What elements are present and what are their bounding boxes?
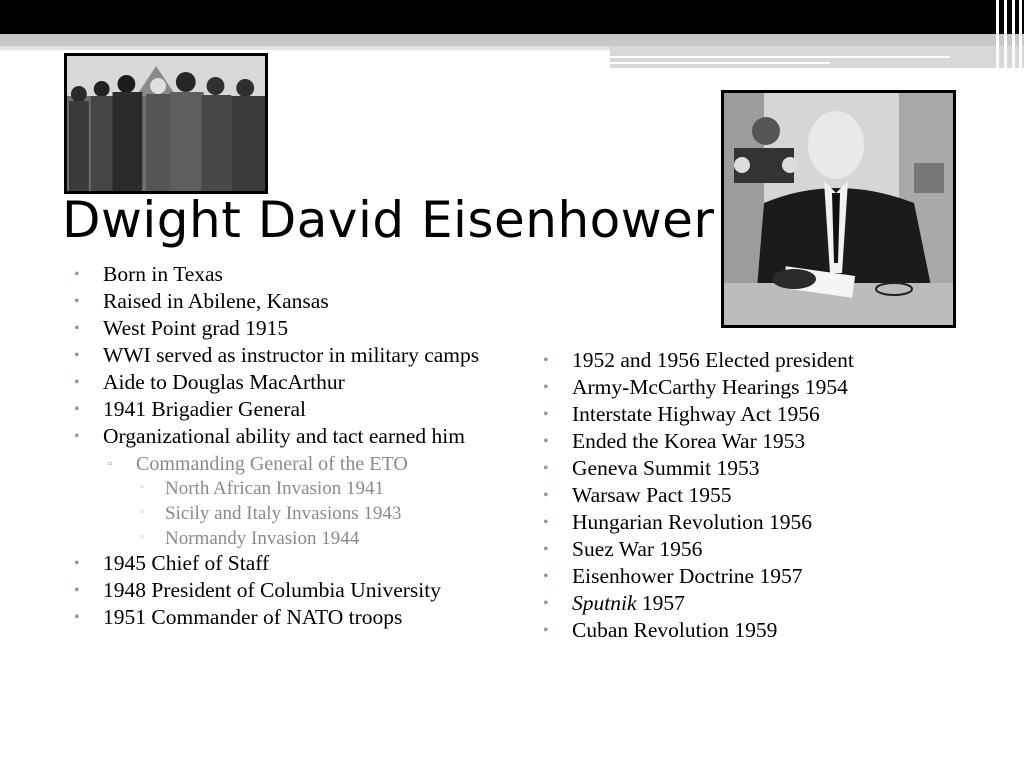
- bullet-icon: •: [543, 514, 549, 531]
- sub-list-item-text: Commanding General of the ETO: [136, 453, 408, 475]
- list-item: [72, 425, 492, 448]
- bullet-icon: •: [543, 379, 549, 396]
- list-item-text: Aide to Douglas MacArthur: [103, 370, 345, 394]
- bullet-icon: •: [74, 266, 80, 283]
- list-item: [541, 430, 981, 453]
- bullet-icon: •: [74, 401, 80, 418]
- list-item-text: Organizational ability and tact earned him: [103, 424, 465, 448]
- slide-title: Dwight David Eisenhower: [62, 191, 715, 249]
- list-item: [72, 371, 492, 394]
- list-item-text: 1951 Commander of NATO troops: [103, 605, 403, 629]
- list-item: [72, 290, 492, 313]
- bullet-icon: •: [543, 352, 549, 369]
- list-item: [541, 403, 981, 426]
- list-item-text: Raised in Abilene, Kansas: [103, 289, 329, 313]
- list-item: [541, 511, 981, 534]
- header-line: [610, 62, 830, 64]
- list-item: [541, 565, 981, 588]
- bullet-icon: •: [543, 568, 549, 585]
- bullet-icon: •: [74, 320, 80, 337]
- list-item-text: West Point grad 1915: [103, 316, 289, 340]
- right-bullet-list: [541, 349, 981, 646]
- subsub-list-item-text: North African Invasion 1941: [165, 478, 384, 499]
- sub-list-item: [72, 452, 492, 476]
- list-item-text: Cuban Revolution 1959: [572, 618, 778, 642]
- bullet-icon: •: [543, 541, 549, 558]
- list-item: [541, 538, 981, 561]
- bullet-icon: •: [74, 293, 80, 310]
- list-item-text: 1941 Brigadier General: [103, 397, 306, 421]
- list-item: [541, 484, 981, 507]
- list-item-text: 1948 President of Columbia University: [103, 578, 441, 602]
- bullet-icon: •: [74, 555, 80, 572]
- list-item-text: Hungarian Revolution 1956: [572, 510, 813, 534]
- list-item-text: Ended the Korea War 1953: [572, 429, 806, 453]
- header-vertical-line: [996, 0, 999, 68]
- subsub-list-item: [72, 527, 492, 551]
- list-item-text: Warsaw Pact 1955: [572, 483, 732, 507]
- bullet-icon: •: [74, 374, 80, 391]
- header-vertical-line: [1012, 0, 1015, 68]
- list-item-text: 1952 and 1956 Elected president: [572, 348, 854, 372]
- list-item: [541, 592, 981, 615]
- list-item: [72, 398, 492, 421]
- list-item: [541, 376, 981, 399]
- header-bar: [0, 0, 1024, 34]
- list-item: [72, 579, 492, 602]
- header-stripe-thin: [0, 46, 610, 50]
- list-item: [541, 457, 981, 480]
- bullet-icon: •: [74, 347, 80, 364]
- list-item: [72, 552, 492, 575]
- list-item-text: Geneva Summit 1953: [572, 456, 760, 480]
- list-item-text: WWI served as instructor in military camps: [103, 343, 480, 367]
- bullet-icon: •: [74, 428, 80, 445]
- subsub-list-item-text: Normandy Invasion 1944: [165, 528, 360, 549]
- header-vertical-line: [1004, 0, 1007, 68]
- circle-bullet-icon: ◦: [140, 506, 144, 518]
- bullet-icon: •: [543, 406, 549, 423]
- list-item-text: Interstate Highway Act 1956: [572, 402, 820, 426]
- square-bullet-icon: ▫: [108, 456, 113, 470]
- sputnik-year-text: 1957: [636, 591, 685, 615]
- subsub-list-item-text: Sicily and Italy Invasions 1943: [165, 503, 402, 524]
- circle-bullet-icon: ◦: [140, 531, 144, 543]
- bullet-icon: •: [543, 460, 549, 477]
- portrait-photo: [721, 90, 956, 328]
- subsub-list-item: [72, 477, 492, 501]
- list-item-text: Suez War 1956: [572, 537, 703, 561]
- header-stripe: [0, 34, 1024, 46]
- list-item-text: Born in Texas: [103, 262, 223, 286]
- list-item-text: 1945 Chief of Staff: [103, 551, 270, 575]
- list-item: [72, 606, 492, 629]
- list-item: [541, 349, 981, 372]
- left-bullet-list: [72, 263, 492, 633]
- list-item-text: Army-McCarthy Hearings 1954: [572, 375, 848, 399]
- subsub-list-item: [72, 502, 492, 526]
- bullet-icon: •: [543, 487, 549, 504]
- bullet-icon: •: [543, 595, 549, 612]
- troops-photo: [64, 53, 268, 194]
- header-vertical-line: [1019, 0, 1022, 68]
- list-item: [72, 344, 492, 367]
- list-item: [541, 619, 981, 642]
- sputnik-italic-text: Sputnik: [572, 591, 637, 615]
- list-item: [72, 263, 492, 286]
- bullet-icon: •: [74, 582, 80, 599]
- list-item-text: Eisenhower Doctrine 1957: [572, 564, 803, 588]
- bullet-icon: •: [543, 433, 549, 450]
- bullet-icon: •: [74, 609, 80, 626]
- list-item: [72, 317, 492, 340]
- circle-bullet-icon: ◦: [140, 481, 144, 493]
- bullet-icon: •: [543, 622, 549, 639]
- header-line: [610, 56, 950, 58]
